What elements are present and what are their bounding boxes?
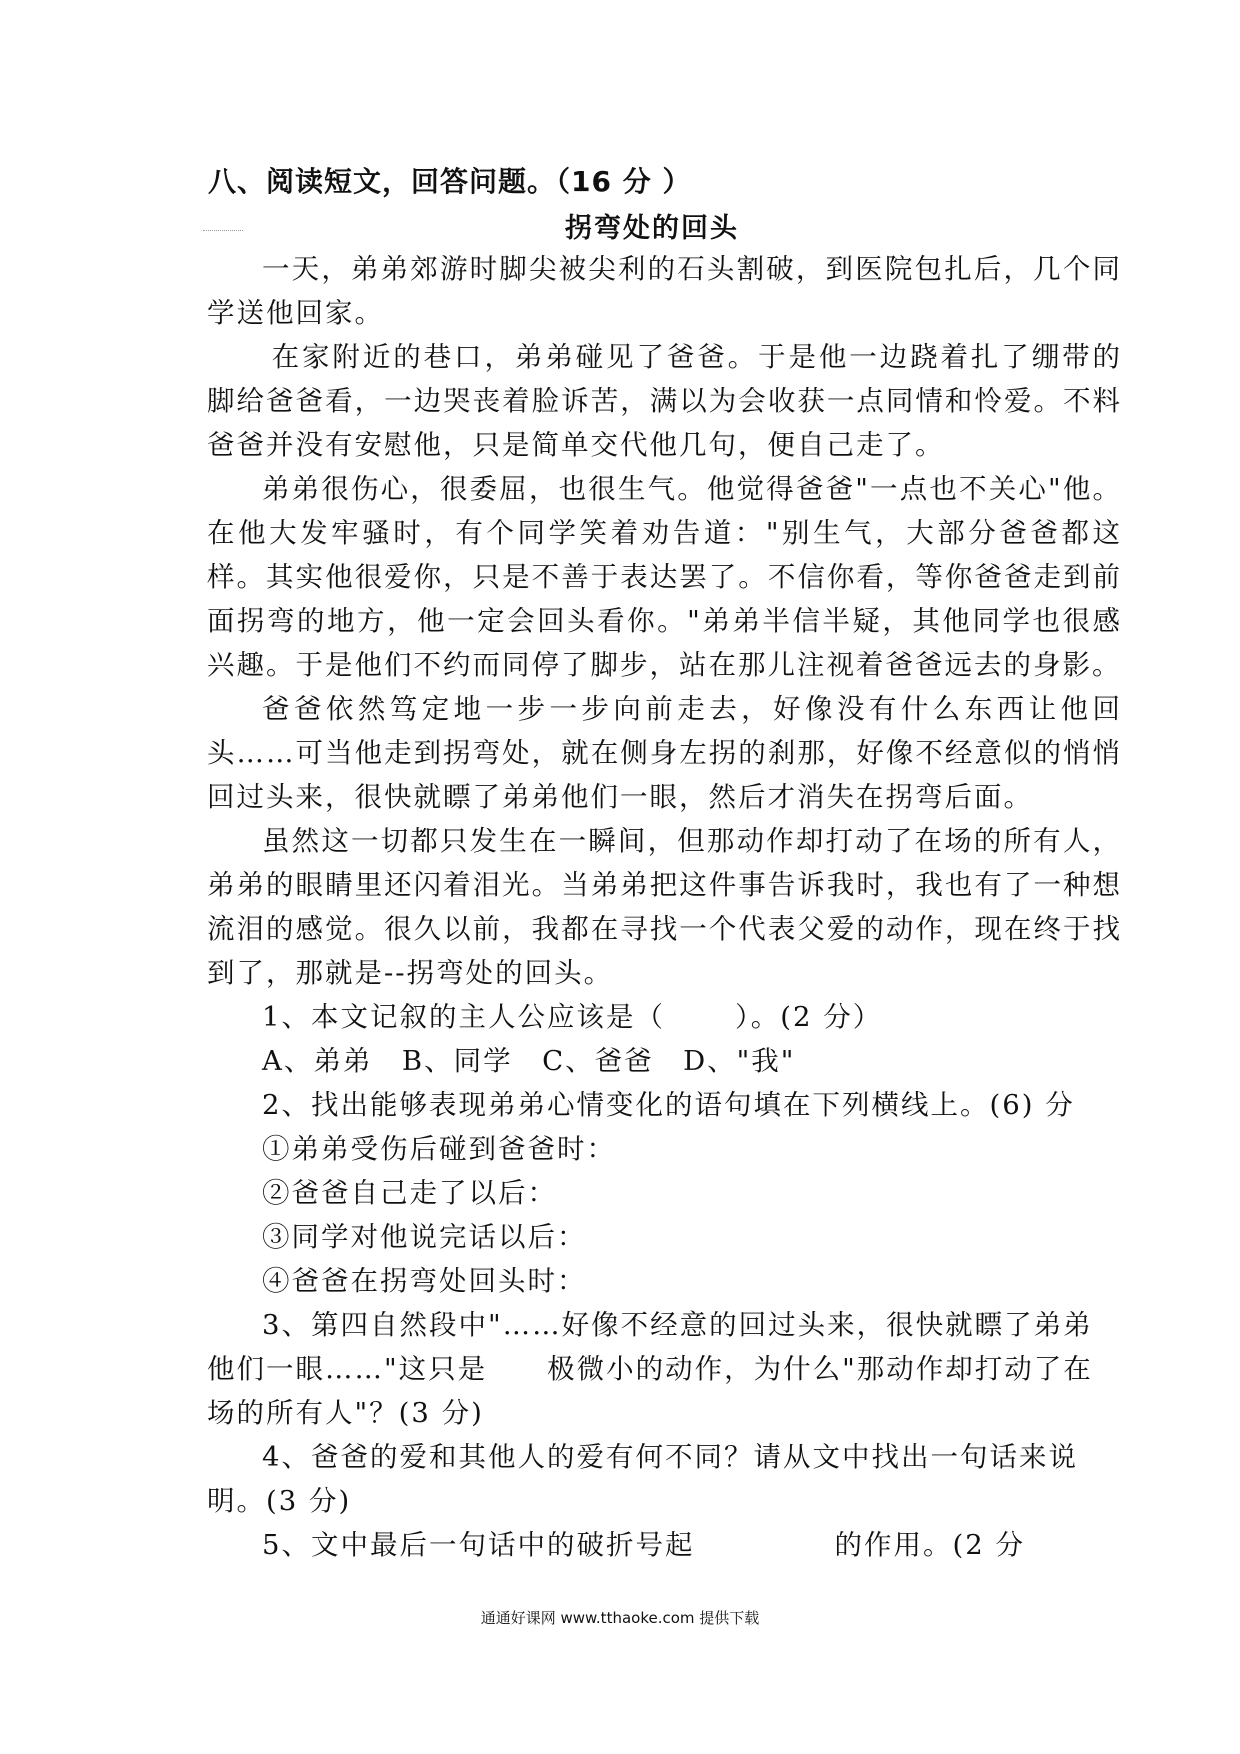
question-3-stem: 3、第四自然段中"……好像不经意的回过头来，很快就瞟了弟弟他们一眼……"这只是 (207, 1309, 1093, 1385)
question-5 (207, 1523, 1122, 1567)
question-1-options: A、弟弟 B、同学 C、爸爸 D、"我" (262, 1045, 796, 1077)
question-2: 2、找出能够表现弟弟心情变化的语句填在下列横线上。(6) 分 (262, 1089, 1075, 1121)
question-5-stem-cont: 的作用。(2 分 (834, 1529, 1025, 1561)
paragraph-5: 虽然这一切都只发生在一瞬间，但那动作却打动了在场的所有人，弟弟的眼睛里还闪着泪光。当弟弟把这件事告诉我时，我也有了一种想流泪的感觉。很久以前，我都在寻找一个代表父爱的动作，现在终于找到了，那就是--拐弯处的回头。 (207, 825, 1122, 989)
question-3-stem-cont: 极微小的动作，为什么"那动作却打动了在场的所有人"？(3 分) (207, 1353, 1093, 1429)
scan-speck (203, 230, 243, 233)
question-2-item-1: ①弟弟受伤后碰到爸爸时： (262, 1133, 616, 1165)
article-title: 拐弯处的回头 (565, 213, 739, 244)
question-3 (207, 1303, 1122, 1435)
question-4: 4、爸爸的爱和其他人的爱有何不同？请从文中找出一句话来说明。(3 分) (207, 1441, 1078, 1517)
question-5-stem: 5、文中最后一句话中的破折号起 (262, 1529, 695, 1561)
question-2-item-4: ④爸爸在拐弯处回头时： (262, 1265, 587, 1297)
question-2-item-2: ②爸爸自己走了以后： (262, 1177, 557, 1209)
footer-source: 通通好课网 www.tthaoke.com 提供下载 (480, 1609, 760, 1627)
question-1 (207, 995, 1122, 1039)
paragraph-4: 爸爸依然笃定地一步一步向前走去，好像没有什么东西让他回头……可当他走到拐弯处，就在侧身左拐的刹那，好像不经意似的悄悄回过头来，很快就瞟了弟弟他们一眼，然后才消失在拐弯后面。 (207, 693, 1122, 813)
paragraph-1: 一天，弟弟郊游时脚尖被尖利的石头割破，到医院包扎后，几个同学送他回家。 (207, 253, 1122, 329)
paragraph-2: 在家附近的巷口，弟弟碰见了爸爸。于是他一边跷着扎了绷带的脚给爸爸看，一边哭丧着脸诉苦，满以为会收获一点同情和怜爱。不料爸爸并没有安慰他，只是简单交代他几句，便自己走了。 (207, 341, 1122, 461)
question-1-stem: 1、本文记叙的主人公应该是（ (262, 1001, 665, 1033)
question-2-item-3: ③同学对他说完话以后： (262, 1221, 587, 1253)
article-body (207, 247, 1122, 1567)
question-1-score: ）。(2 分） (735, 1001, 883, 1033)
section-title: 八、阅读短文，回答问题。（16 分 ） (208, 165, 692, 198)
paragraph-3: 弟弟很伤心，很委屈，也很生气。他觉得爸爸"一点也不关心"他。在他大发牢骚时，有个同学笑着劝告道："别生气，大部分爸爸都这样。其实他很爱你，只是不善于表达罢了。不信你看，等你爸爸走到前面拐弯的地方，他一定会回头看你。"弟弟半信半疑，其他同学也很感兴趣。于是他们不约而同停了脚步，站在那儿注视着爸爸远去的身影。 (207, 473, 1122, 681)
